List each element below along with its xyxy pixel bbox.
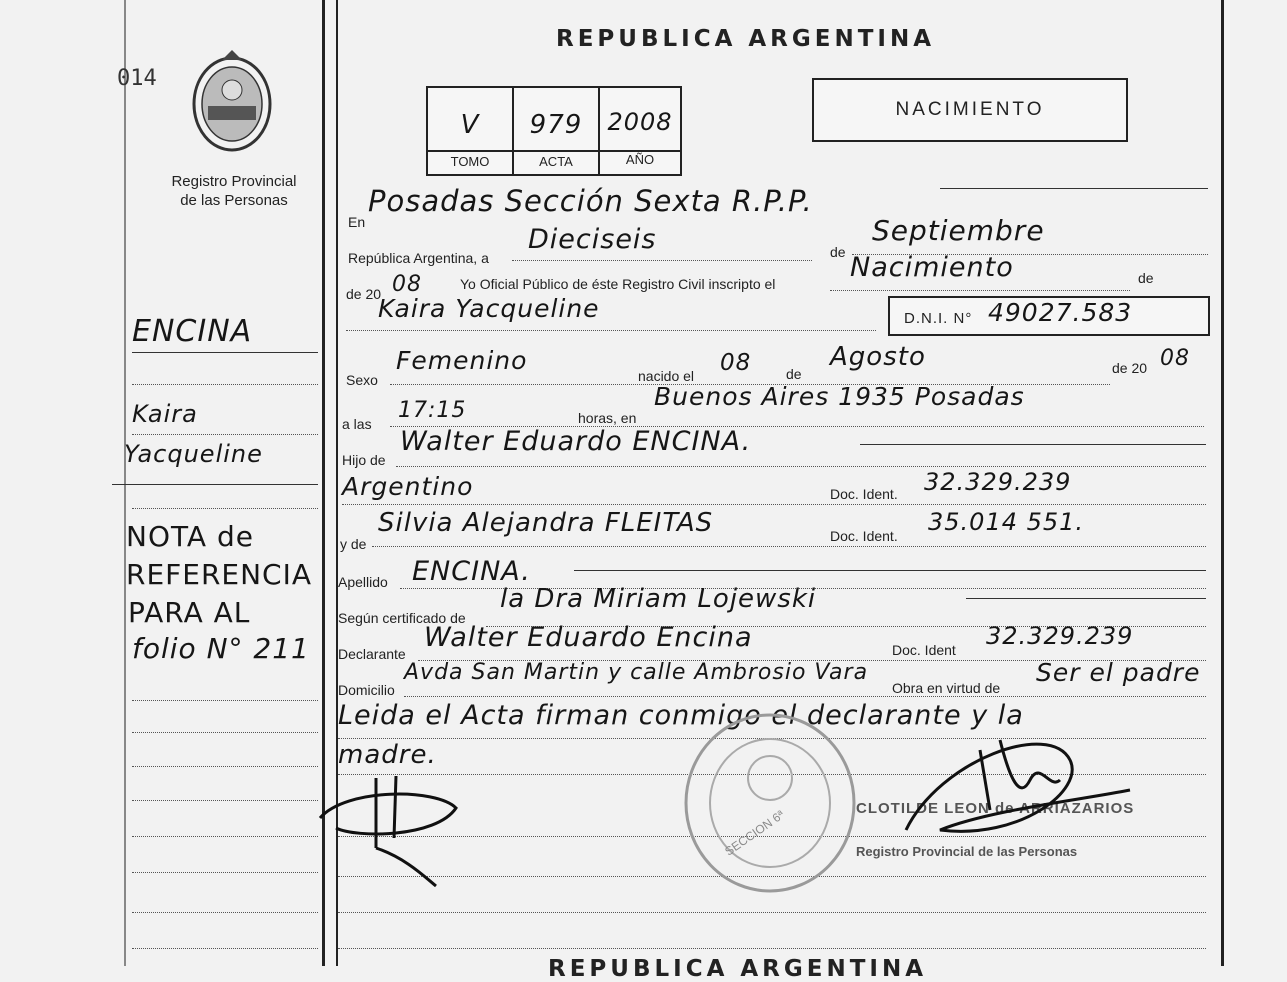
- footer-country: REPUBLICA ARGENTINA: [548, 956, 928, 982]
- label-oficial: Yo Oficial Público de éste Registro Civil inscripto el: [460, 276, 776, 292]
- line-blank-3: [338, 912, 1206, 913]
- label-de2: de: [786, 366, 802, 382]
- hw-dni: 49027.583: [988, 298, 1133, 327]
- hw-madre: Silvia Alejandra FLEITAS: [378, 508, 714, 538]
- margin-dotted-4: [132, 700, 318, 701]
- label-declarante: Declarante: [338, 646, 406, 662]
- margin-dotted-5: [132, 732, 318, 733]
- anio-label: AÑO: [625, 152, 655, 167]
- right-rule: [1221, 0, 1224, 966]
- hw-nac-mes: Agosto: [830, 342, 926, 372]
- record-box: [426, 86, 682, 176]
- provincial-seal-icon: [188, 46, 276, 156]
- tomo-label: TOMO: [450, 154, 490, 169]
- hw-doc-declarante: 32.329.239: [986, 622, 1134, 650]
- line-blank-4: [338, 948, 1206, 949]
- hw-lugar-nac: Buenos Aires 1935 Posadas: [654, 382, 1025, 411]
- hw-domicilio: Avda San Martin y calle Ambrosio Vara: [404, 660, 869, 685]
- line-hijo: [396, 466, 1206, 467]
- label-hijo: Hijo de: [342, 452, 386, 468]
- hw-anio: 08: [392, 272, 422, 297]
- line-padre: [860, 444, 1206, 445]
- label-dni: D.N.I. N°: [904, 310, 973, 327]
- label-doc-ident: Doc. Ident.: [830, 486, 898, 502]
- hw-cierre-2: madre.: [338, 740, 437, 770]
- label-en: En: [348, 214, 366, 230]
- margin-dotted-7: [132, 800, 318, 801]
- hw-nombre: Kaira Yacqueline: [378, 294, 600, 323]
- margin-nota-4: folio N° 211: [132, 632, 310, 665]
- label-obra: Obra en virtud de: [892, 680, 1001, 696]
- officer-signature-icon: [900, 720, 1140, 860]
- act-type-box: [812, 78, 1128, 142]
- hw-inscripto: Nacimiento: [850, 252, 1014, 283]
- label-doc-ident3: Doc. Ident: [892, 642, 956, 658]
- hw-declarante: Walter Eduardo Encina: [424, 622, 753, 653]
- hw-mes: Septiembre: [872, 214, 1045, 247]
- hw-dia: Dieciseis: [528, 224, 657, 255]
- label-horas: horas, en: [578, 410, 637, 426]
- hw-doc-madre: 35.014 551.: [928, 508, 1085, 536]
- left-margin-rule: [124, 0, 126, 966]
- registry-line-2: de las Personas: [180, 192, 288, 209]
- line-domicilio: [404, 696, 1206, 697]
- hw-nacionalidad: Argentino: [342, 472, 474, 501]
- country-title: REPUBLICA ARGENTINA: [556, 26, 936, 52]
- seal-text: SECCION 6ª: [722, 807, 787, 859]
- officer-role: Registro Provincial de las Personas: [856, 844, 1078, 859]
- margin-apellido: ENCINA: [132, 314, 253, 349]
- line-nombre: [346, 330, 876, 331]
- line-inscripto: [830, 290, 1130, 291]
- line-dia: [512, 260, 812, 261]
- label-de-end: de: [1138, 270, 1154, 286]
- hw-hora: 17:15: [398, 398, 467, 423]
- hw-obra: Ser el padre: [1036, 658, 1201, 687]
- anio-value: 2008: [607, 108, 673, 136]
- hw-sexo: Femenino: [396, 346, 528, 375]
- label-sexo: Sexo: [346, 372, 378, 388]
- margin-line-2: [112, 484, 318, 485]
- label-apellido: Apellido: [338, 574, 388, 590]
- margin-nombre-1: Kaira: [132, 400, 198, 428]
- hw-lugar: Posadas Sección Sexta R.P.P.: [368, 184, 813, 218]
- label-y-de: y de: [340, 536, 367, 552]
- label-doc-ident2: Doc. Ident.: [830, 528, 898, 544]
- registry-title: [144, 172, 324, 210]
- label-nacido: nacido el: [638, 368, 695, 384]
- line-apellido: [574, 570, 1206, 571]
- margin-line-1: [132, 352, 318, 353]
- hw-padre: Walter Eduardo ENCINA.: [400, 426, 752, 457]
- margin-dotted-2: [132, 434, 318, 435]
- hw-cierre-1: Leida el Acta firman conmigo el declarante y la: [338, 700, 1024, 731]
- hw-nac-anio: 08: [1160, 346, 1190, 371]
- margin-dotted-10: [132, 912, 318, 913]
- line-y-de: [372, 546, 1206, 547]
- tomo-value: V: [460, 110, 480, 140]
- hw-apellido: ENCINA.: [412, 556, 531, 587]
- label-republica: República Argentina, a: [348, 250, 489, 266]
- label-de-20: de 20: [346, 286, 382, 302]
- hw-certificado: la Dra Miriam Lojewski: [500, 584, 817, 614]
- acta-label: ACTA: [539, 154, 573, 169]
- label-a-las: a las: [342, 416, 372, 432]
- line-certificado: [966, 598, 1206, 599]
- margin-dotted-8: [132, 836, 318, 837]
- label-de: de: [830, 244, 846, 260]
- declarant-signature-icon: [316, 768, 466, 892]
- label-segun: Según certificado de: [338, 610, 466, 626]
- margin-dotted-9: [132, 872, 318, 873]
- officer-name: CLOTILDE LEON de ARRIAZARIOS: [856, 800, 1135, 817]
- act-type: NACIMIENTO: [895, 99, 1045, 120]
- official-seal-icon: [680, 708, 860, 898]
- page-number: 014: [117, 66, 157, 91]
- acta-value: 979: [529, 110, 583, 140]
- line-nacionalidad: [342, 504, 1206, 505]
- margin-nota-3: PARA AL: [128, 596, 251, 629]
- label-domicilio: Domicilio: [338, 682, 395, 698]
- label-de-20b: de 20: [1112, 360, 1148, 376]
- margin-dotted-1: [132, 384, 318, 385]
- hw-nac-dia: 08: [720, 350, 752, 376]
- margin-nombre-2: Yacqueline: [124, 440, 263, 468]
- margin-dotted-11: [132, 948, 318, 949]
- line-en: [940, 188, 1208, 189]
- dni-box: [888, 296, 1210, 336]
- margin-dotted-3: [132, 508, 318, 509]
- registry-line-1: Registro Provincial: [171, 173, 297, 190]
- margin-nota-2: REFERENCIA: [126, 558, 312, 591]
- margin-nota-1: NOTA de: [126, 520, 254, 553]
- margin-dotted-6: [132, 766, 318, 767]
- hw-doc-padre: 32.329.239: [924, 468, 1072, 496]
